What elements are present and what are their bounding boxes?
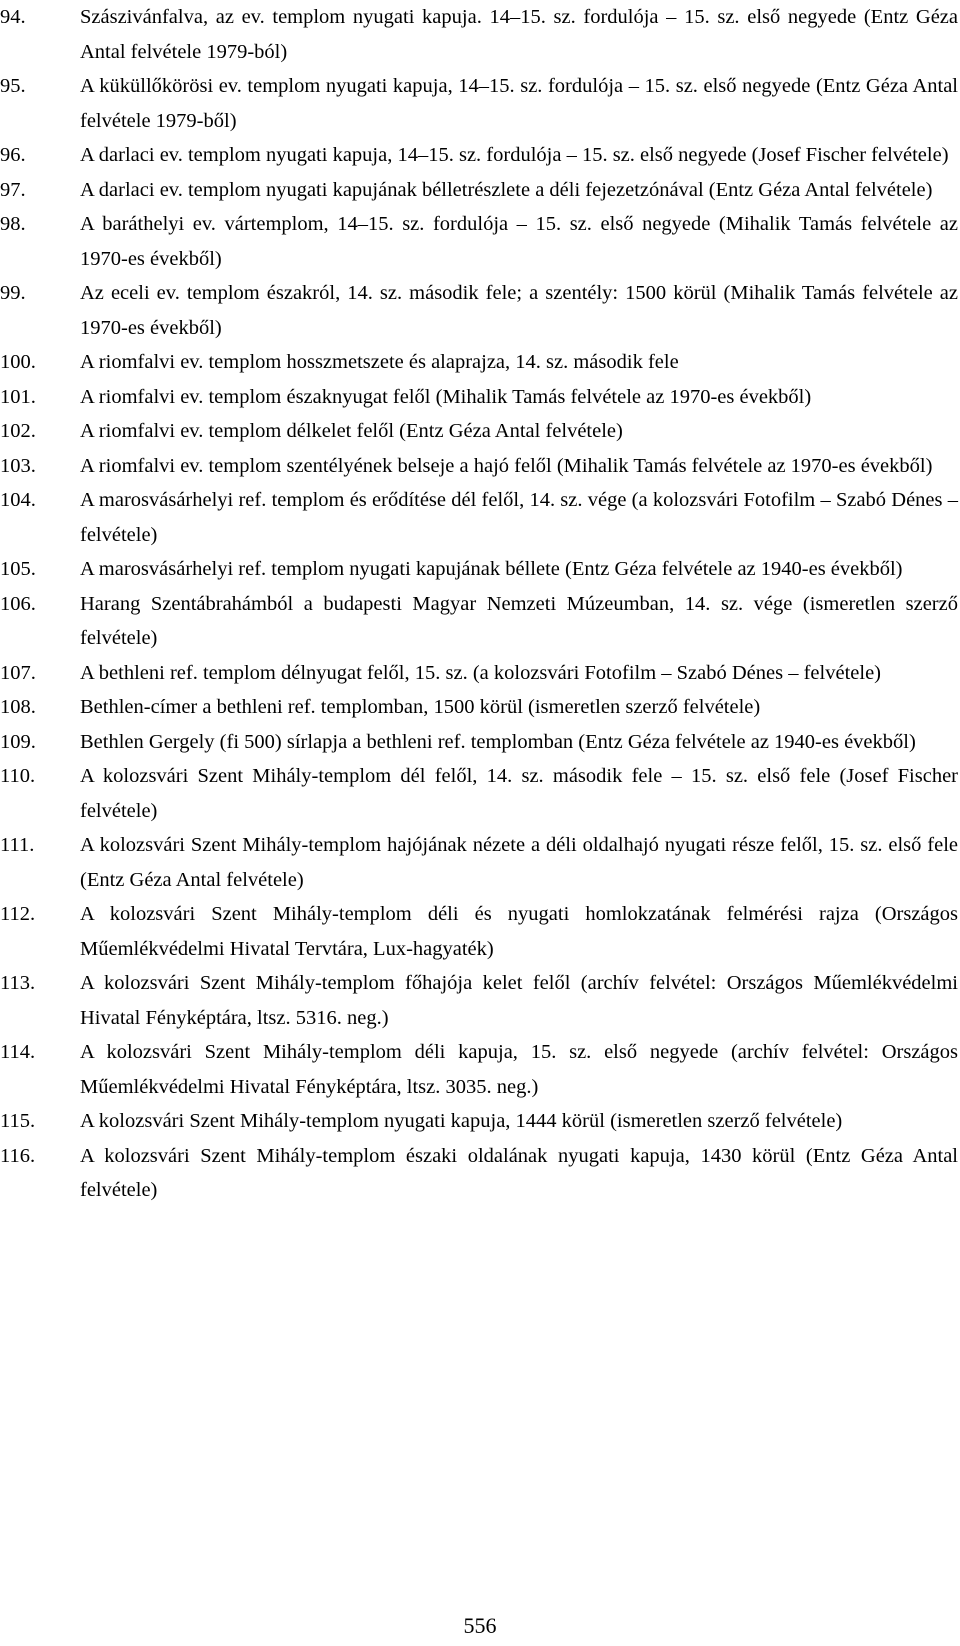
caption-item (0, 587, 960, 656)
caption-item (0, 345, 960, 380)
caption-item (0, 483, 960, 552)
caption-text: A kolozsvári Szent Mihály-templom nyugati kapuja, 1444 körül (ismeretlen szerző felvétele) (80, 1110, 843, 1132)
caption-text: A kolozsvári Szent Mihály-templom dél felől, 14. sz. második fele – 15. sz. első fele (Josef Fischer felvétele) (80, 765, 958, 822)
caption-text: Harang Szentábrahámból a budapesti Magyar Nemzeti Múzeumban, 14. sz. vége (ismeretlen szerző felvétele) (80, 592, 958, 649)
caption-number: 101. (0, 385, 36, 408)
caption-number: 108. (0, 696, 36, 718)
caption-item (0, 207, 960, 276)
caption-item (0, 173, 960, 208)
caption-text: A kolozsvári Szent Mihály-templom főhajója kelet felől (archív felvétel: Országos Műemlékvédelmi Hivatal Fényképtára, ltsz. 5316. neg.) (80, 972, 958, 1029)
caption-number: 94. (0, 6, 26, 28)
caption-text: A riomfalvi ev. templom északnyugat felől (Mihalik Tamás felvétele az 1970-es évekből) (80, 385, 812, 408)
caption-text: A darlaci ev. templom nyugati kapuja, 14–15. sz. fordulója – 15. sz. első negyede (Josef Fischer felvétele) (80, 144, 949, 166)
caption-number: 116. (0, 1144, 36, 1167)
caption-number: 115. (0, 1110, 36, 1132)
caption-item (0, 759, 960, 828)
caption-item (0, 0, 960, 69)
caption-text: A riomfalvi ev. templom szentélyének belseje a hajó felől (Mihalik Tamás felvétele az 1970-es évekből) (80, 454, 933, 477)
caption-number: 105. (0, 558, 36, 580)
caption-text: A marosvásárhelyi ref. templom és erődítése dél felől, 14. sz. vége (a kolozsvári Fotofilm – Szabó Dénes – felvétele) (80, 489, 958, 546)
caption-item (0, 69, 960, 138)
caption-text: A bethleni ref. templom délnyugat felől, 15. sz. (a kolozsvári Fotofilm – Szabó Dénes – felvétele) (80, 661, 881, 684)
caption-item (0, 897, 960, 966)
caption-text: A marosvásárhelyi ref. templom nyugati kapujának béllete (Entz Géza felvétele az 1940-es évekből) (80, 558, 903, 580)
caption-item (0, 380, 960, 415)
caption-number: 110. (0, 765, 36, 787)
caption-item (0, 656, 960, 691)
caption-number: 109. (0, 730, 36, 753)
caption-text: A küküllőkörösi ev. templom nyugati kapuja, 14–15. sz. fordulója – 15. sz. első negyede (Entz Géza Antal felvétele 1979-ből) (80, 75, 958, 132)
caption-text: A kolozsvári Szent Mihály-templom hajójának nézete a déli oldalhajó nyugati része felől, 15. sz. első fele (Entz Géza Antal felvétele) (80, 834, 958, 891)
caption-number: 114. (0, 1041, 36, 1063)
caption-text: Bethlen-címer a bethleni ref. templomban, 1500 körül (ismeretlen szerző felvétele) (80, 696, 761, 718)
caption-number: 106. (0, 592, 36, 615)
caption-text: Bethlen Gergely (fi 500) sírlapja a bethleni ref. templomban (Entz Géza felvétele az 1940-es évekből) (80, 730, 916, 753)
caption-number: 98. (0, 213, 26, 235)
caption-item (0, 1104, 960, 1139)
caption-number: 95. (0, 75, 26, 97)
caption-number: 102. (0, 420, 36, 442)
caption-number: 99. (0, 282, 26, 304)
caption-item (0, 828, 960, 897)
caption-item (0, 552, 960, 587)
caption-number: 97. (0, 178, 26, 201)
caption-item (0, 966, 960, 1035)
caption-text: A riomfalvi ev. templom délkelet felől (Entz Géza Antal felvétele) (80, 420, 623, 442)
caption-item (0, 690, 960, 725)
caption-number: 100. (0, 351, 36, 373)
caption-text: Szászivánfalva, az ev. templom nyugati kapuja. 14–15. sz. fordulója – 15. sz. első negyede (Entz Géza Antal felvétele 1979-ból) (80, 6, 958, 63)
caption-item (0, 276, 960, 345)
caption-number: 104. (0, 489, 36, 511)
caption-text: A baráthelyi ev. vártemplom, 14–15. sz. fordulója – 15. sz. első negyede (Mihalik Tamás felvétele az 1970-es évekből) (80, 213, 958, 270)
caption-number: 111. (0, 834, 35, 856)
caption-item (0, 1139, 960, 1208)
caption-text: A kolozsvári Szent Mihály-templom északi oldalának nyugati kapuja, 1430 körül (Entz Géza Antal felvétele) (80, 1144, 958, 1201)
caption-number: 96. (0, 144, 26, 166)
caption-item (0, 725, 960, 760)
caption-number: 112. (0, 903, 36, 925)
caption-text: A kolozsvári Szent Mihály-templom déli és nyugati homlokzatának felmérési rajza (Országos Műemlékvédelmi Hivatal Tervtára, Lux-hagyaték) (80, 903, 958, 960)
caption-text: A kolozsvári Szent Mihály-templom déli kapuja, 15. sz. első negyede (archív felvétel: Országos Műemlékvédelmi Hivatal Fényképtára, ltsz. 3035. neg.) (80, 1041, 958, 1098)
caption-item (0, 449, 960, 484)
caption-item (0, 138, 960, 173)
caption-item (0, 1035, 960, 1104)
caption-text: A riomfalvi ev. templom hosszmetszete és alaprajza, 14. sz. második fele (80, 351, 679, 373)
caption-number: 113. (0, 972, 36, 994)
caption-text: Az eceli ev. templom északról, 14. sz. második fele; a szentély: 1500 körül (Mihalik Tamás felvétele az 1970-es évekből) (80, 282, 958, 339)
page-number: 556 (463, 1613, 497, 1638)
caption-number: 107. (0, 661, 36, 684)
caption-text: A darlaci ev. templom nyugati kapujának bélletrészlete a déli fejezetzónával (Entz Géza Antal felvétele) (80, 178, 933, 201)
caption-number: 103. (0, 454, 36, 477)
caption-item (0, 414, 960, 449)
